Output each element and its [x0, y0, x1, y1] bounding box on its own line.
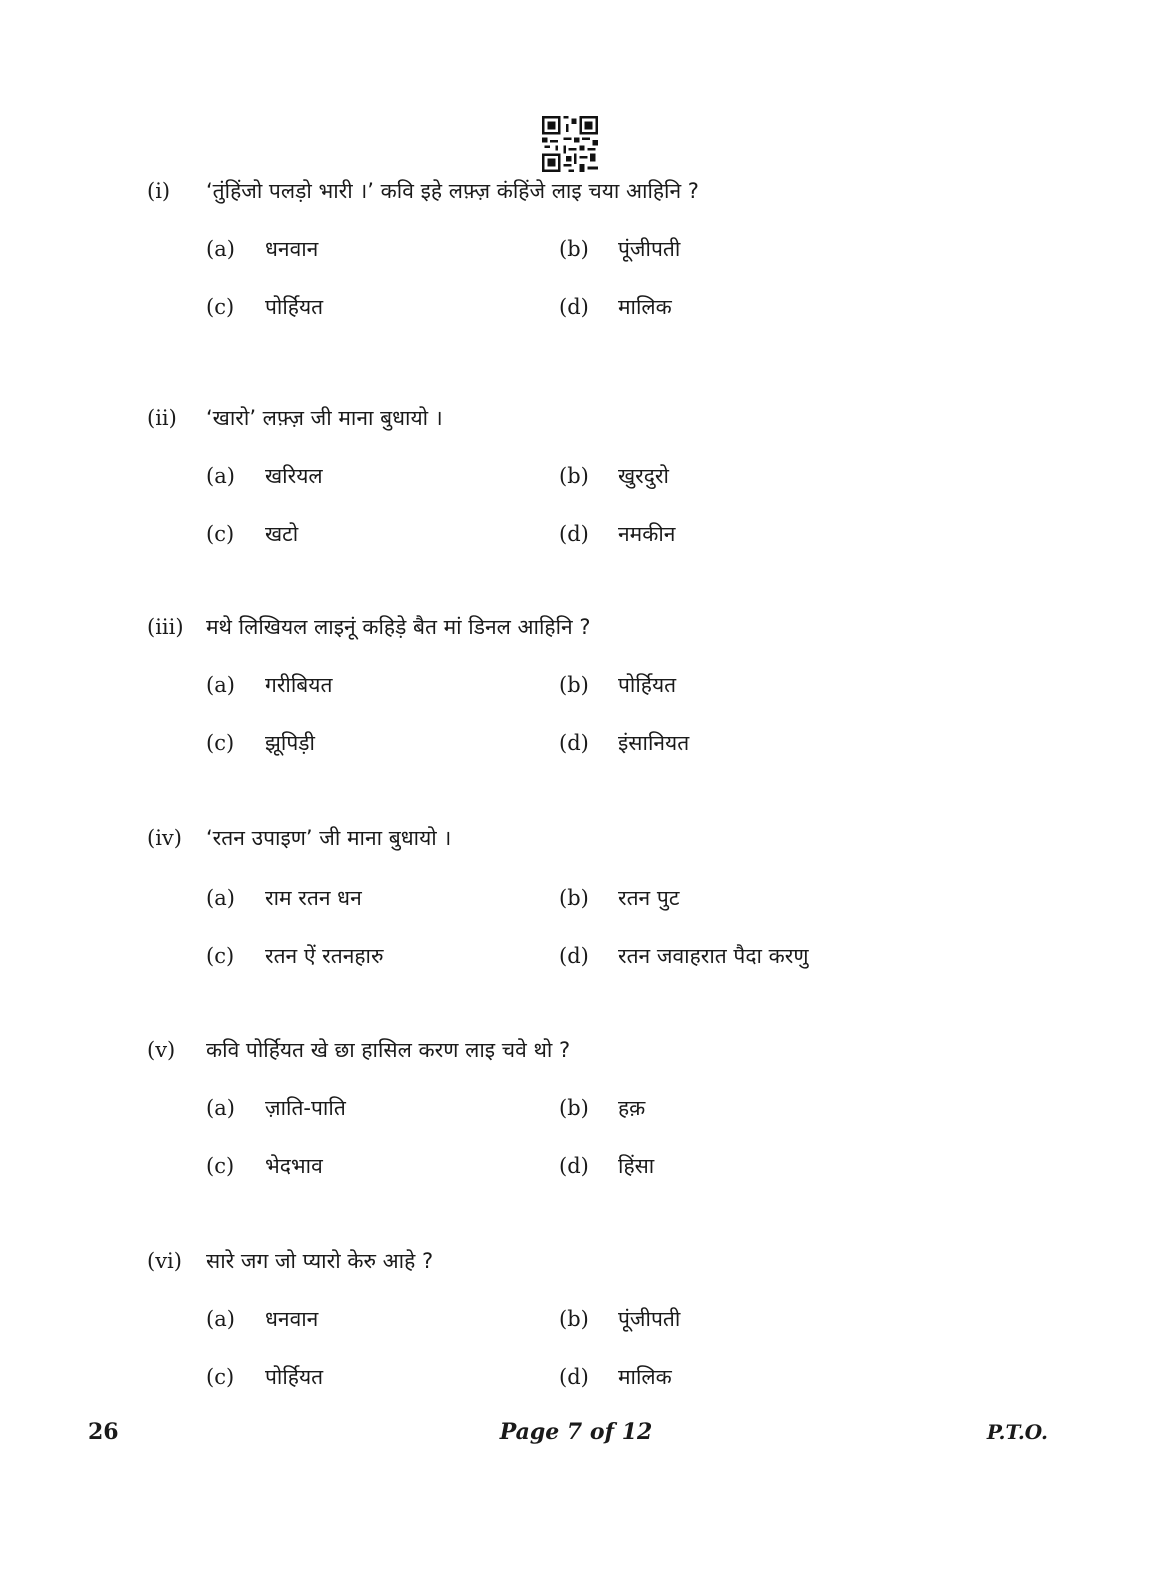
please-turn-over: P.T.O.: [986, 1420, 1048, 1444]
option-letter: (b): [559, 464, 589, 488]
option-text: रतन जवाहरात पैदा करणु: [618, 944, 809, 968]
option-letter: (c): [206, 522, 235, 546]
option-letter: (a): [206, 673, 235, 697]
question-number: (iv): [147, 826, 182, 850]
option-text: खुरदुरो: [618, 464, 669, 488]
paper-code: 26: [88, 1419, 119, 1445]
option-letter: (d): [559, 522, 589, 546]
option-letter: (a): [206, 1307, 235, 1331]
option-text: इंसानियत: [618, 731, 690, 755]
option-text: धनवान: [265, 1307, 319, 1331]
option-letter: (c): [206, 944, 235, 968]
option-text: भेदभाव: [265, 1154, 323, 1178]
option-letter: (d): [559, 731, 589, 755]
option-text: मालिक: [618, 295, 672, 319]
option-letter: (a): [206, 237, 235, 261]
option-letter: (b): [559, 673, 589, 697]
option-text: पोर्हियत: [265, 295, 324, 319]
option-text: मालिक: [618, 1365, 672, 1389]
question-text: ‘तुंहिंजो पलड़ो भारी ।’ कवि इहे लफ़्ज़ कंहिंजे लाइ चया आहिनि ?: [206, 179, 699, 203]
option-letter: (a): [206, 464, 235, 488]
option-letter: (d): [559, 1365, 589, 1389]
question-number: (iii): [147, 615, 184, 639]
option-text: खरियल: [265, 464, 323, 488]
option-letter: (d): [559, 295, 589, 319]
option-letter: (b): [559, 1096, 589, 1120]
question-text: ‘खारो’ लफ़्ज़ जी माना बुधायो ।: [206, 406, 443, 430]
option-text: नमकीन: [618, 522, 676, 546]
option-letter: (c): [206, 295, 235, 319]
page-footer: [0, 1414, 1152, 1450]
option-text: पोर्हियत: [618, 673, 677, 697]
option-letter: (b): [559, 1307, 589, 1331]
option-letter: (d): [559, 1154, 589, 1178]
option-text: ज़ाति-पाति: [265, 1096, 346, 1120]
question-number: (v): [147, 1038, 176, 1062]
option-text: पोर्हियत: [265, 1365, 324, 1389]
option-letter: (b): [559, 237, 589, 261]
option-text: गरीबियत: [265, 673, 333, 697]
option-text: रतन ऐं रतनहारु: [265, 944, 384, 968]
option-text: हिंसा: [618, 1154, 655, 1178]
option-letter: (c): [206, 1154, 235, 1178]
question-number: (i): [147, 179, 171, 203]
page-number: Page 7 of 12: [499, 1419, 653, 1445]
option-text: खटो: [265, 522, 299, 546]
question-text: ‘रतन उपाइण’ जी माना बुधायो ।: [206, 826, 452, 850]
qr-code-icon: [542, 116, 598, 172]
question-text: मथे लिखियल लाइनूं कहिड़े बैत मां डिनल आहिनि ?: [206, 615, 591, 639]
question-text: कवि पोर्हियत खे छा हासिल करण लाइ चवे थो ?: [206, 1038, 571, 1062]
option-letter: (a): [206, 886, 235, 910]
option-text: रतन पुट: [618, 886, 680, 910]
option-text: हक़: [618, 1096, 646, 1120]
option-text: पूंजीपती: [618, 1307, 681, 1331]
question-text: सारे जग जो प्यारो केरु आहे ?: [206, 1249, 434, 1273]
option-letter: (c): [206, 1365, 235, 1389]
option-letter: (c): [206, 731, 235, 755]
option-text: धनवान: [265, 237, 319, 261]
option-letter: (d): [559, 944, 589, 968]
option-letter: (a): [206, 1096, 235, 1120]
option-text: राम रतन धन: [265, 886, 362, 910]
question-number: (ii): [147, 406, 177, 430]
option-text: पूंजीपती: [618, 237, 681, 261]
option-text: झूपिड़ी: [265, 731, 315, 755]
option-letter: (b): [559, 886, 589, 910]
question-number: (vi): [147, 1249, 182, 1273]
